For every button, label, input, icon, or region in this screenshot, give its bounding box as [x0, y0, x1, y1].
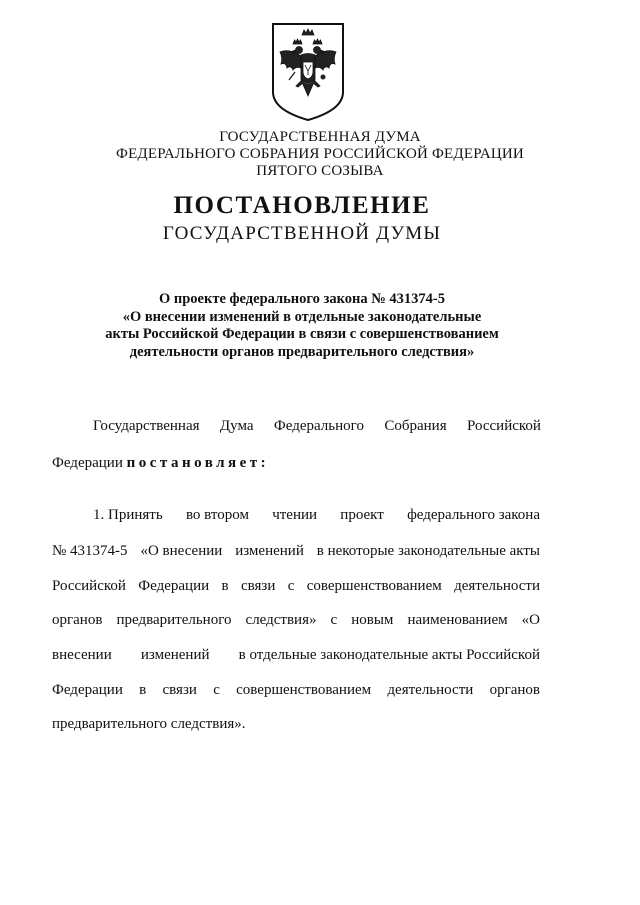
item-1-last-line: предварительного следствия». [52, 716, 246, 732]
item-1-line [52, 682, 540, 699]
word: во втором [185, 507, 249, 523]
word: в отдельные законодательные акты Российской [238, 647, 540, 663]
word: органов [489, 682, 540, 698]
document-type-title: ПОСТАНОВЛЕНИЕ [173, 192, 431, 219]
word: наименованием [407, 612, 508, 628]
word: Собрания [384, 418, 447, 434]
word: с [330, 612, 338, 628]
word: в [139, 682, 147, 698]
item-1-line [52, 647, 540, 664]
resolves-keyword: постановляет: [126, 455, 270, 471]
item-1-line [52, 543, 540, 560]
word: совершенствованием [306, 578, 442, 594]
word: деятельности [454, 578, 540, 594]
header-line-federal-assembly: ФЕДЕРАЛЬНОГО СОБРАНИЯ РОССИЙСКОЙ ФЕДЕРАЦИИ [116, 146, 524, 162]
word: Государственная [93, 418, 200, 434]
word: № 431374-5 [52, 543, 128, 559]
word: совершенствованием [236, 682, 372, 698]
word: чтении [272, 507, 318, 523]
word: с [213, 682, 220, 698]
item-1-line [93, 507, 540, 524]
word: Российской [467, 418, 541, 434]
word: проект [340, 507, 384, 523]
word: Федерации [138, 578, 210, 594]
word: федерального закона [407, 507, 540, 523]
word: изменений [235, 543, 304, 559]
subject-line: деятельности органов предварительного следствия» [129, 343, 475, 360]
word: предварительного [116, 612, 232, 628]
word: в [221, 578, 229, 594]
intro-line-resolves [52, 455, 269, 472]
word: следствия» [245, 612, 317, 628]
header-line-convocation: ПЯТОГО СОЗЫВА [256, 163, 384, 179]
document-organ-title: ГОСУДАРСТВЕННОЙ ДУМЫ [162, 223, 442, 244]
word: 1. Принять [93, 507, 163, 523]
word: в некоторые законодательные акты [316, 543, 540, 559]
word: деятельности [387, 682, 474, 698]
word: Федерации [52, 682, 123, 698]
word: органов [52, 612, 103, 628]
word: Дума [219, 418, 254, 434]
word: новым [351, 612, 394, 628]
word: Федерации [52, 455, 123, 471]
subject-line: «О внесении изменений в отдельные законодательные [122, 308, 482, 325]
word: Российской [52, 578, 126, 594]
coat-of-arms-emblem [271, 22, 345, 122]
subject-line: акты Российской Федерации в связи с совершенствованием [105, 326, 499, 342]
issuing-authority-header [0, 129, 640, 180]
word: «О [521, 612, 540, 628]
header-line-duma: ГОСУДАРСТВЕННАЯ ДУМА [219, 129, 421, 145]
item-1-line [52, 578, 540, 595]
word: «О внесении [140, 543, 223, 559]
intro-line [93, 418, 541, 435]
word: связи [240, 578, 276, 594]
word: связи [162, 682, 197, 698]
word: внесении [52, 647, 112, 663]
word: Федерального [273, 418, 364, 434]
item-1-line [52, 612, 540, 629]
word: изменений [140, 647, 210, 663]
resolution-subject [0, 291, 604, 361]
word: с [287, 578, 295, 594]
subject-line: О проекте федерального закона № 431374-5 [158, 291, 446, 307]
